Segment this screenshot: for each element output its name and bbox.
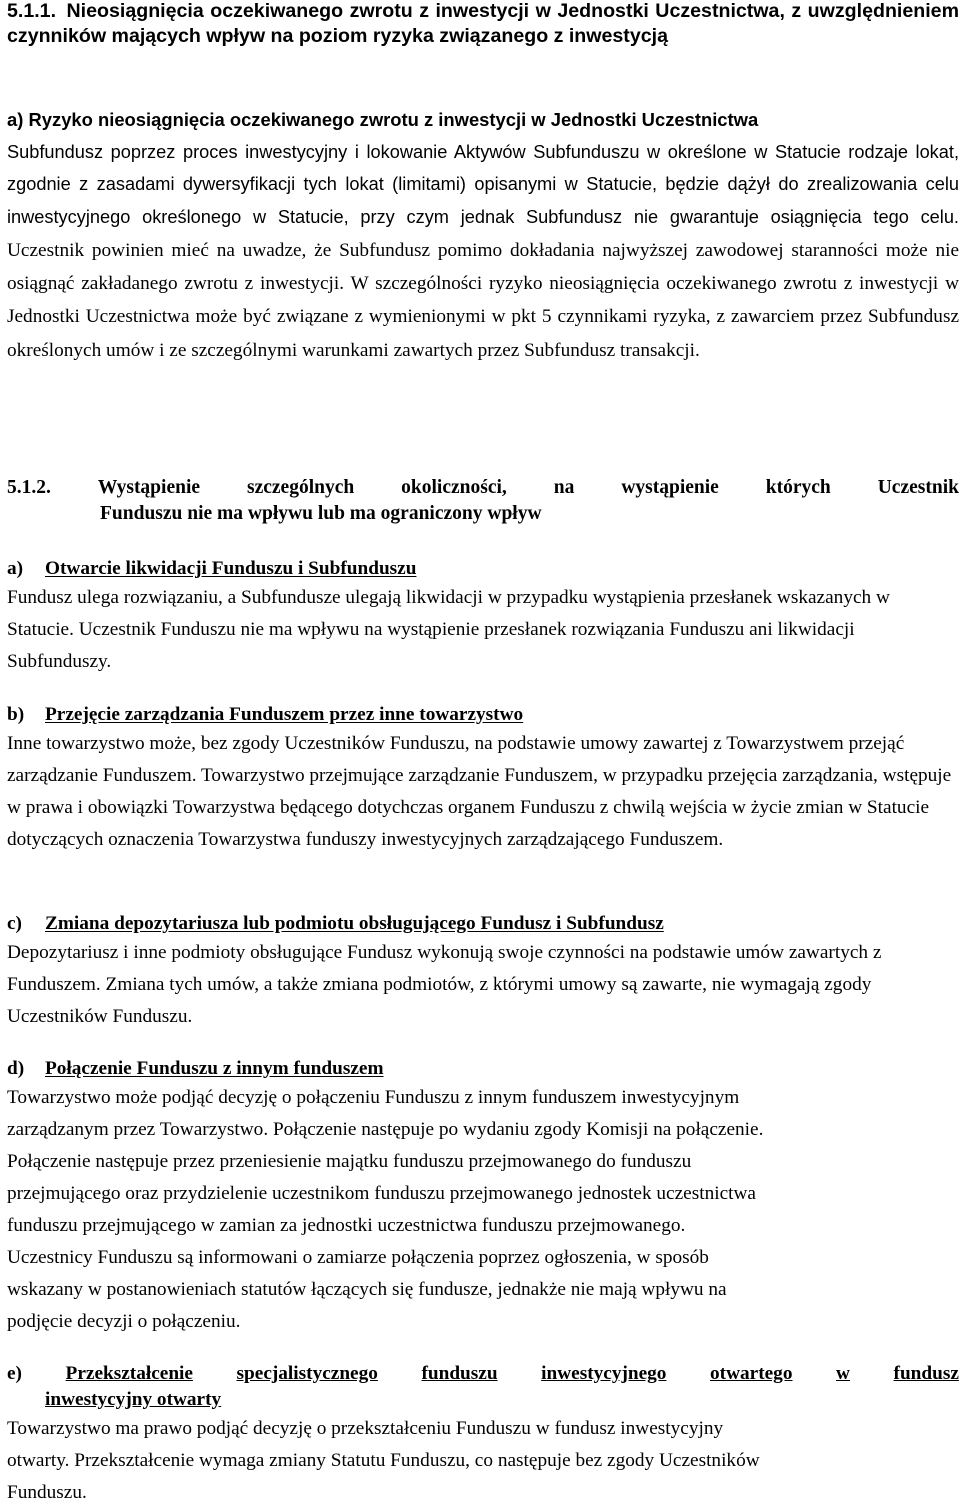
- section-number: 5.1.2.: [7, 477, 51, 498]
- section-heading-text: Nieosiągnięcia oczekiwanego zwrotu z inwestycji w Jednostki Uczestnictwa, z uwzględnieniem czynników mających wpływ na poziom ryzyka związanego z inwestycją: [7, 0, 959, 47]
- heading-word: szczególnych: [246, 477, 355, 498]
- item-b-body: Inne towarzystwo może, bez zgody Uczestników Funduszu, na podstawie umowy zawartej z Towarzystwem przejąć zarządzanie Funduszem. Towarzystwo przejmujące zarządzanie Funduszem, w przypadku przejęcia zarządzania, wstępuje w prawa i obowiązki Towarzystwa będącego dotychczas organem Funduszu z chwilą wejścia w życie zmian w Statucie dotyczących oznaczenia Towarzystwa funduszy inwestycyjnych zarządzającego Funduszem.: [7, 733, 952, 850]
- body-line: przejmującego oraz przydzielenie uczestnikom funduszu przejmowanego jednostek uczestnictwa: [7, 1183, 756, 1204]
- item-label: d): [7, 1058, 25, 1079]
- body-line: Połączenie następuje przez przeniesienie majątku funduszu przejmowanego do funduszu: [7, 1151, 692, 1172]
- heading-word: na: [553, 477, 575, 498]
- item-e: [7, 1361, 959, 1509]
- section-number: 5.1.1.: [7, 0, 57, 22]
- item-c-body: Depozytariusz i inne podmioty obsługujące Fundusz wykonują swoje czynności na podstawie umów zawartych z Funduszem. Zmiana tych umów, a także zmiana podmiotów, z którymi umowy są zawarte, nie wymagają zgody Uczestników Funduszu.: [7, 942, 882, 1027]
- section-5-1-1-heading: [7, 0, 959, 49]
- item-a: [7, 556, 959, 678]
- body-line: Funduszu.: [7, 1482, 87, 1503]
- title-text: inwestycyjny otwarty: [45, 1389, 222, 1410]
- body-line: funduszu przejmującego w zamian za jednostki uczestnictwa funduszu przejmowanego.: [7, 1215, 686, 1236]
- item-label: c): [7, 913, 22, 934]
- paragraph-part-2: Uczestnik powinien mieć na uwadze, że Subfundusz pomimo dokładania najwyższej zawodowej staranności może nie osiągnąć zakładanego zwrotu z inwestycji.: [7, 239, 959, 295]
- body-line: wskazany w postanowieniach statutów łączących się fundusze, jednakże nie mają wpływu na: [7, 1279, 727, 1300]
- item-d-title: [7, 1056, 959, 1082]
- subsection-label: a): [7, 109, 24, 130]
- body-line: Towarzystwo może podjąć decyzję o połączeniu Funduszu z innym funduszem inwestycyjnym: [7, 1087, 740, 1108]
- body-line: Uczestnicy Funduszu są informowani o zamiarze połączenia poprzez ogłoszenia, w sposób: [7, 1247, 709, 1268]
- item-label: a): [7, 558, 24, 579]
- item-b-title: [7, 702, 959, 728]
- body-line: otwarty. Przekształcenie wymaga zmiany Statutu Funduszu, co następuje bez zgody Uczestników: [7, 1450, 760, 1471]
- subsection-a-heading: [7, 108, 959, 132]
- title-word: otwartego: [710, 1363, 793, 1384]
- title-word: w: [836, 1363, 850, 1384]
- heading-word: których: [765, 477, 831, 498]
- item-b: [7, 702, 959, 856]
- item-e-body: [7, 1413, 959, 1509]
- title-word: funduszu: [421, 1363, 498, 1384]
- item-title-text: Połączenie Funduszu z innym funduszem: [45, 1058, 384, 1079]
- title-word: specjalistycznego: [236, 1363, 378, 1384]
- item-label: e): [7, 1363, 22, 1384]
- item-title-text: Otwarcie likwidacji Funduszu i Subfunduszu: [45, 558, 417, 579]
- heading-word: okoliczności,: [401, 477, 507, 498]
- paragraph-part-3: W szczególności ryzyko nieosiągnięcia oczekiwanego zwrotu z inwestycji w Jednostki Uczestnictwa może być związane z wymienionymi w pkt 5 czynnikami ryzyka, z zawarciem przez Subfundusz określonych umów i ze szczególnymi warunkami zawartych przez Subfundusz transakcji.: [7, 273, 959, 361]
- item-a-body: Fundusz ulega rozwiązaniu, a Subfundusze ulegają likwidacji w przypadku wystąpienia przesłanek wskazanych w Statucie. Uczestnik Funduszu nie ma wpływu na wystąpienie przesłanek rozwiązania Funduszu ani likwidacji Subfunduszy.: [7, 587, 890, 672]
- body-line: podjęcie decyzji o połączeniu.: [7, 1311, 241, 1332]
- paragraph-part-1: Subfundusz poprzez proces inwestycyjny i lokowanie Aktywów Subfunduszu w określone w Statucie rodzaje lokat, zgodnie z zasadami dywersyfikacji tych lokat (limitami) opisanymi w Statucie, będzie dążył do zrealizowania celu inwestycyjnego określonego w Statucie, przy czym jednak Subfundusz nie gwarantuje osiągnięcia tego celu.: [7, 142, 959, 227]
- subsection-title: Ryzyko nieosiągnięcia oczekiwanego zwrotu z inwestycji w Jednostki Uczestnictwa: [28, 109, 759, 130]
- heading-line-1: [7, 475, 959, 501]
- item-d-body: [7, 1082, 959, 1338]
- item-label: b): [7, 704, 25, 725]
- item-d: [7, 1056, 959, 1338]
- heading-word: wystąpienie: [621, 477, 719, 498]
- item-c: [7, 911, 959, 1033]
- item-e-title-line-2: [7, 1387, 959, 1413]
- body-line: Towarzystwo ma prawo podjąć decyzję o przekształceniu Funduszu w fundusz inwestycyjny: [7, 1418, 724, 1439]
- heading-word: Uczestnik: [877, 477, 959, 498]
- item-title-text: Zmiana depozytariusza lub podmiotu obsługującego Fundusz i Subfundusz: [45, 913, 664, 934]
- item-title-text: Przejęcie zarządzania Funduszem przez inne towarzystwo: [45, 704, 524, 725]
- heading-word: Wystąpienie: [97, 477, 201, 498]
- section-5-1-1-paragraph: [7, 136, 959, 367]
- item-a-title: [7, 556, 959, 582]
- body-line: zarządzanym przez Towarzystwo. Połączenie następuje po wydaniu zgody Komisji na połączenie.: [7, 1119, 764, 1140]
- title-word: fundusz: [893, 1363, 959, 1384]
- section-5-1-2-heading: [7, 475, 959, 527]
- item-e-title-line-1: [7, 1361, 959, 1387]
- heading-line-2: Funduszu nie ma wpływu lub ma ograniczony wpływ: [100, 503, 542, 524]
- title-word: Przekształcenie: [65, 1363, 193, 1384]
- item-c-title: [7, 911, 959, 937]
- title-word: inwestycyjnego: [541, 1363, 667, 1384]
